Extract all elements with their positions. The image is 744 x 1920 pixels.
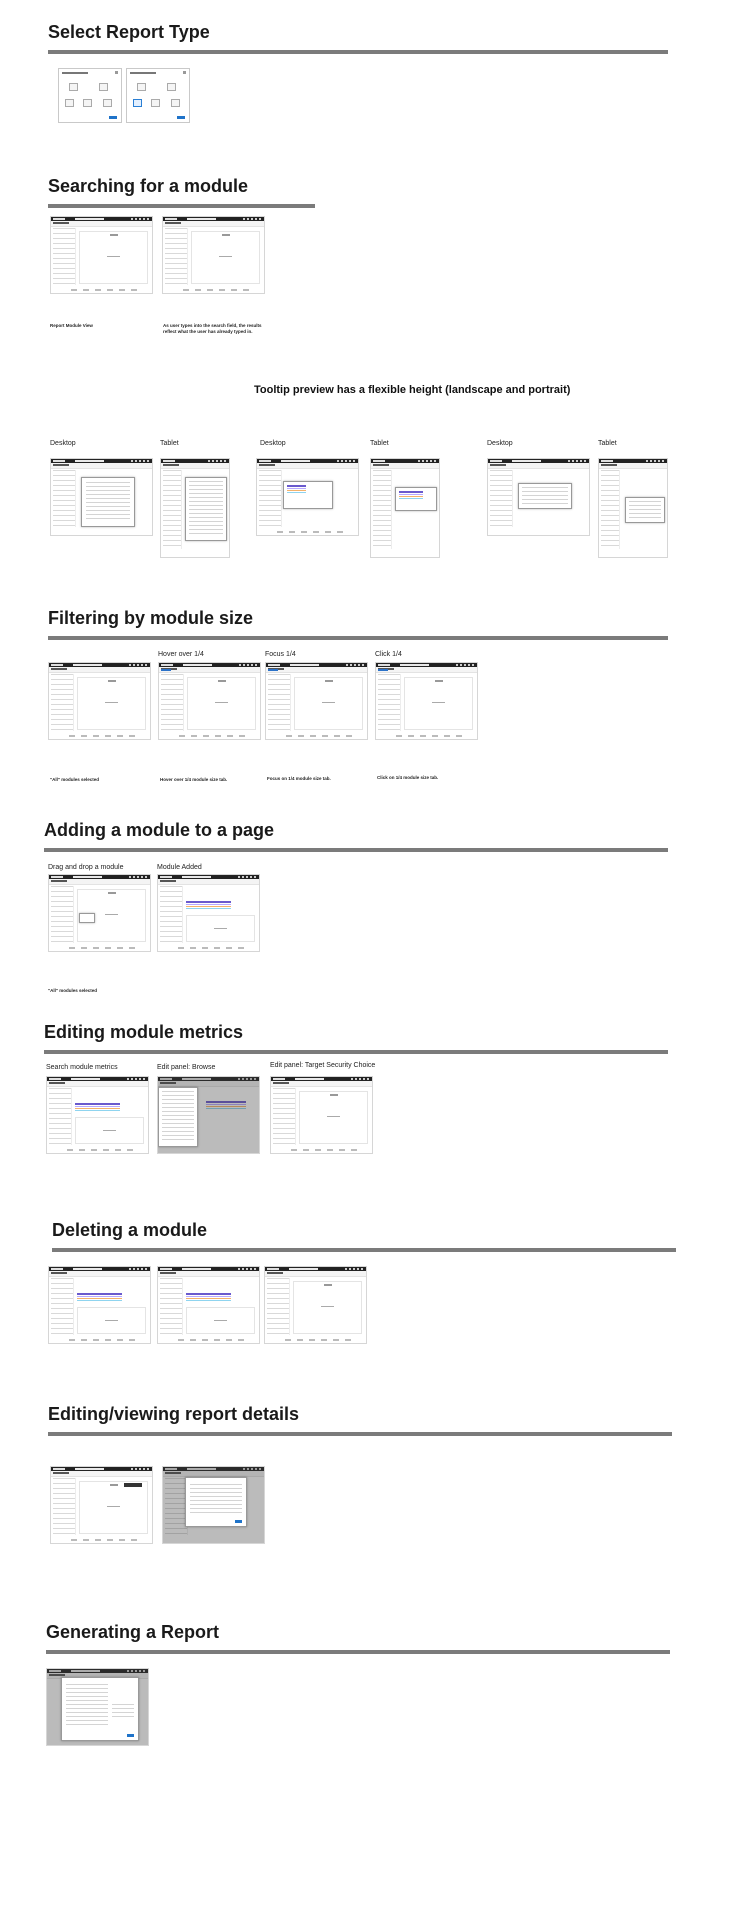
state-label-browse: Edit panel: Browse [157,1064,216,1071]
edit-panel-browse-screenshot[interactable] [157,1076,260,1154]
state-label-focus: Focus 1/4 [265,651,296,658]
section-divider [48,50,668,54]
report-details-view-screenshot[interactable] [50,1466,153,1544]
caption-report-module-view: Report Module View [50,323,93,328]
device-label: Tablet [598,440,617,447]
caption-focus: Focus on 1/4 module size tab. [267,776,331,781]
delete-module-step1-screenshot[interactable] [48,1266,151,1344]
state-label-search-metrics: Search module metrics [46,1064,118,1071]
device-label: Tablet [160,440,179,447]
caption-all-modules: "All" modules selected [50,777,100,782]
section-title-editing-metrics: Editing module metrics [44,1022,244,1042]
focus-quarter-tab-screenshot[interactable] [265,662,368,740]
section-title-report-details: Editing/viewing report details [48,1404,300,1424]
section-divider [48,204,315,208]
section-title-adding: Adding a module to a page [44,820,275,840]
device-label: Tablet [370,440,389,447]
device-label: Desktop [260,440,286,447]
section-title-generating: Generating a Report [46,1622,220,1642]
state-label-target-security: Edit panel: Target Security Choice [270,1062,376,1069]
search-results-screenshot[interactable] [162,216,265,294]
section-divider [48,636,668,640]
report-module-view-screenshot[interactable] [50,216,153,294]
report-type-dialog-selected-thumbnail[interactable] [126,68,190,123]
section-divider [44,1050,668,1054]
state-label-drag: Drag and drop a module [48,864,124,871]
report-details-edit-screenshot[interactable] [162,1466,265,1544]
tooltip-tablet-screenshot[interactable] [160,458,230,558]
caption-hover: Hover over 1/4 module size tab. [160,777,228,782]
tooltip-desktop-landscape-screenshot[interactable] [256,458,359,536]
tooltip-desktop-screenshot[interactable] [50,458,153,536]
tooltip-section-title: Tooltip preview has a flexible height (landscape and portrait) [254,384,571,396]
device-label: Desktop [487,440,513,447]
section-title-select-report-type: Select Report Type [48,22,210,42]
section-title-searching: Searching for a module [48,176,249,196]
all-modules-screenshot[interactable] [48,662,151,740]
delete-module-step3-screenshot[interactable] [264,1266,367,1344]
delete-module-step2-screenshot[interactable] [157,1266,260,1344]
drag-module-screenshot[interactable] [48,874,151,952]
state-label-click: Click 1/4 [375,651,402,658]
section-divider [46,1650,670,1654]
caption-click: Click on 1/4 module size tab. [377,775,439,780]
section-divider [48,1432,672,1436]
section-title-deleting: Deleting a module [52,1220,208,1240]
edit-panel-target-security-screenshot[interactable] [270,1076,373,1154]
module-added-screenshot[interactable] [157,874,260,952]
tooltip-tablet-landscape-screenshot[interactable] [370,458,440,558]
generate-report-dialog-screenshot[interactable] [46,1668,149,1746]
report-type-dialog-thumbnail[interactable] [58,68,122,123]
tooltip-tablet-portrait-screenshot[interactable] [598,458,668,558]
caption-all-modules-selected: "All" modules selected [48,988,98,993]
section-title-filtering: Filtering by module size [48,608,254,628]
section-divider [52,1248,676,1252]
tooltip-desktop-portrait-screenshot[interactable] [487,458,590,536]
device-label: Desktop [50,440,76,447]
click-quarter-tab-screenshot[interactable] [375,662,478,740]
section-divider [44,848,668,852]
state-label-hover: Hover over 1/4 [158,651,204,658]
hover-quarter-tab-screenshot[interactable] [158,662,261,740]
caption-search-behavior: As user types into the search field, the results reflect what the user has already typed in. [163,323,262,335]
search-metrics-screenshot[interactable] [46,1076,149,1154]
state-label-added: Module Added [157,864,202,871]
